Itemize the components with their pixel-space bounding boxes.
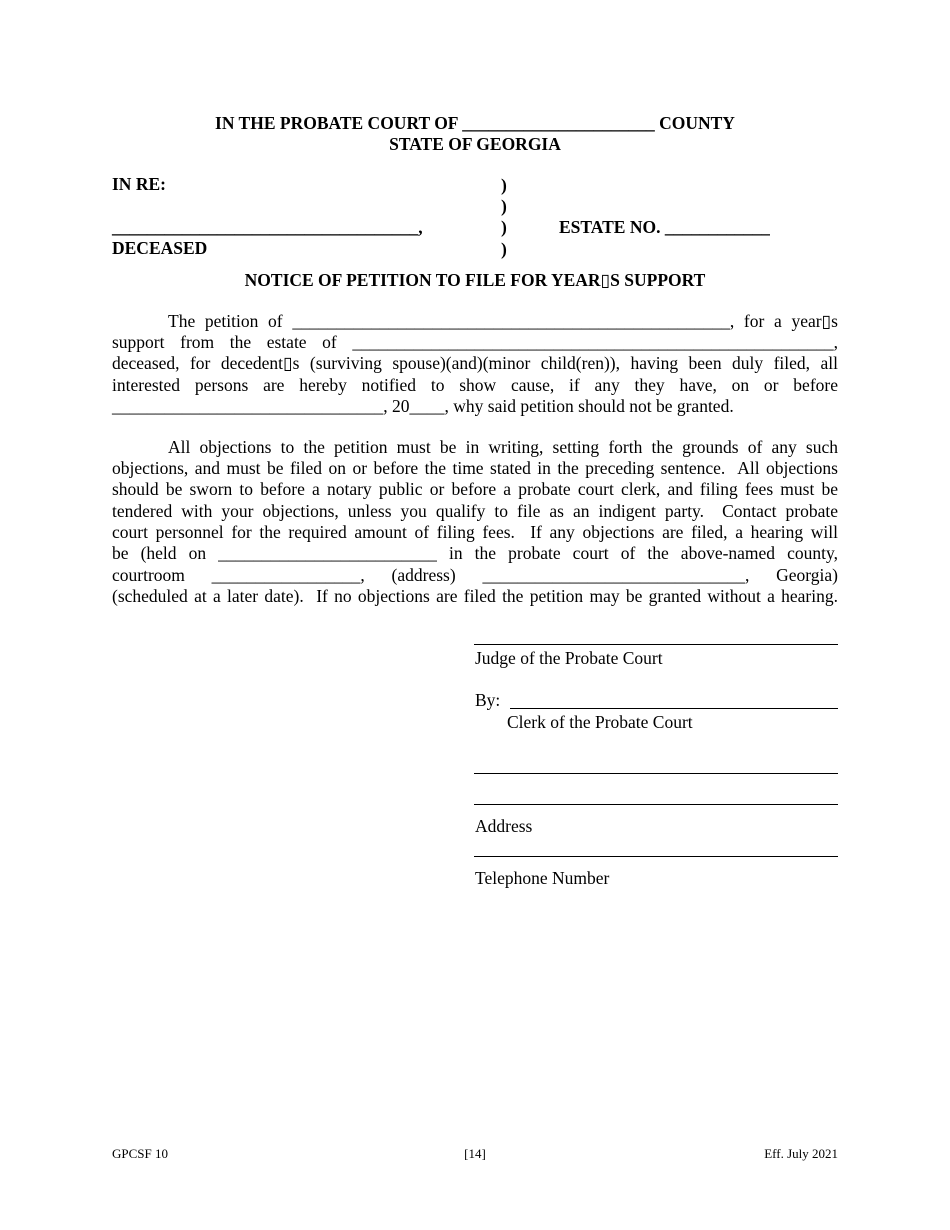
court-header: IN THE PROBATE COURT OF ______________________ COUNTY bbox=[215, 113, 735, 133]
address-label: Address bbox=[475, 816, 533, 836]
judge-label: Judge of the Probate Court bbox=[475, 648, 663, 668]
paragraph2-line: (scheduled at a later date). If no objections are filed the petition may be granted without a hearing. bbox=[112, 586, 838, 606]
address-line-1 bbox=[474, 773, 838, 774]
address-line-2 bbox=[474, 804, 838, 805]
judge-signature-line bbox=[474, 644, 838, 645]
paragraph2-line: courtroom _________________, (address) ______________________________, Georgia) bbox=[112, 565, 838, 585]
paragraph2-line: should be sworn to before a notary public or before a probate court clerk, and filing fees must be bbox=[112, 479, 838, 499]
paragraph1-line: support from the estate of _______________________________________________________, bbox=[112, 332, 838, 352]
paragraph1-line: The petition of __________________________________________________, for a year▯s bbox=[168, 311, 838, 331]
deceased-name-blank: ___________________________________, bbox=[112, 217, 423, 237]
caption-paren-2: ) bbox=[501, 196, 507, 216]
estate-number: ESTATE NO. ____________ bbox=[559, 217, 770, 237]
paragraph2-line: court personnel for the required amount of filing fees. If any objections are filed, a hearing will bbox=[112, 522, 838, 542]
form-id: GPCSF 10 bbox=[112, 1146, 168, 1161]
paragraph2-line: objections, and must be filed on or before the time stated in the preceding sentence. All objections bbox=[112, 458, 838, 478]
caption-paren-4: ) bbox=[501, 239, 507, 259]
caption-paren-1: ) bbox=[501, 175, 507, 195]
paragraph1-line: deceased, for decedent▯s (surviving spouse)(and)(minor child(ren)), having been duly filed, all bbox=[112, 353, 838, 373]
telephone-line bbox=[474, 856, 838, 857]
caption-paren-3: ) bbox=[501, 217, 507, 237]
by-label: By: bbox=[475, 690, 501, 710]
in-re-label: IN RE: bbox=[112, 174, 166, 194]
effective-date: Eff. July 2021 bbox=[764, 1146, 838, 1161]
page-number: [14] bbox=[464, 1146, 486, 1161]
deceased-label: DECEASED bbox=[112, 238, 208, 258]
paragraph2-line: tendered with your objections, unless you qualify to file as an indigent party. Contact probate bbox=[112, 501, 838, 521]
paragraph1-line: _______________________________, 20____, why said petition should not be granted. bbox=[112, 396, 734, 416]
state-header: STATE OF GEORGIA bbox=[389, 134, 561, 154]
clerk-signature-line bbox=[510, 708, 838, 709]
telephone-label: Telephone Number bbox=[475, 868, 610, 888]
notice-title: NOTICE OF PETITION TO FILE FOR YEAR▯S SUPPORT bbox=[244, 270, 706, 290]
clerk-label: Clerk of the Probate Court bbox=[507, 712, 693, 732]
paragraph1-line: interested persons are hereby notified to show cause, if any they have, on or before bbox=[112, 375, 838, 395]
paragraph2-line: be (held on _________________________ in the probate court of the above-named county, bbox=[112, 543, 838, 563]
paragraph2-line: All objections to the petition must be in writing, setting forth the grounds of any such bbox=[168, 437, 838, 457]
